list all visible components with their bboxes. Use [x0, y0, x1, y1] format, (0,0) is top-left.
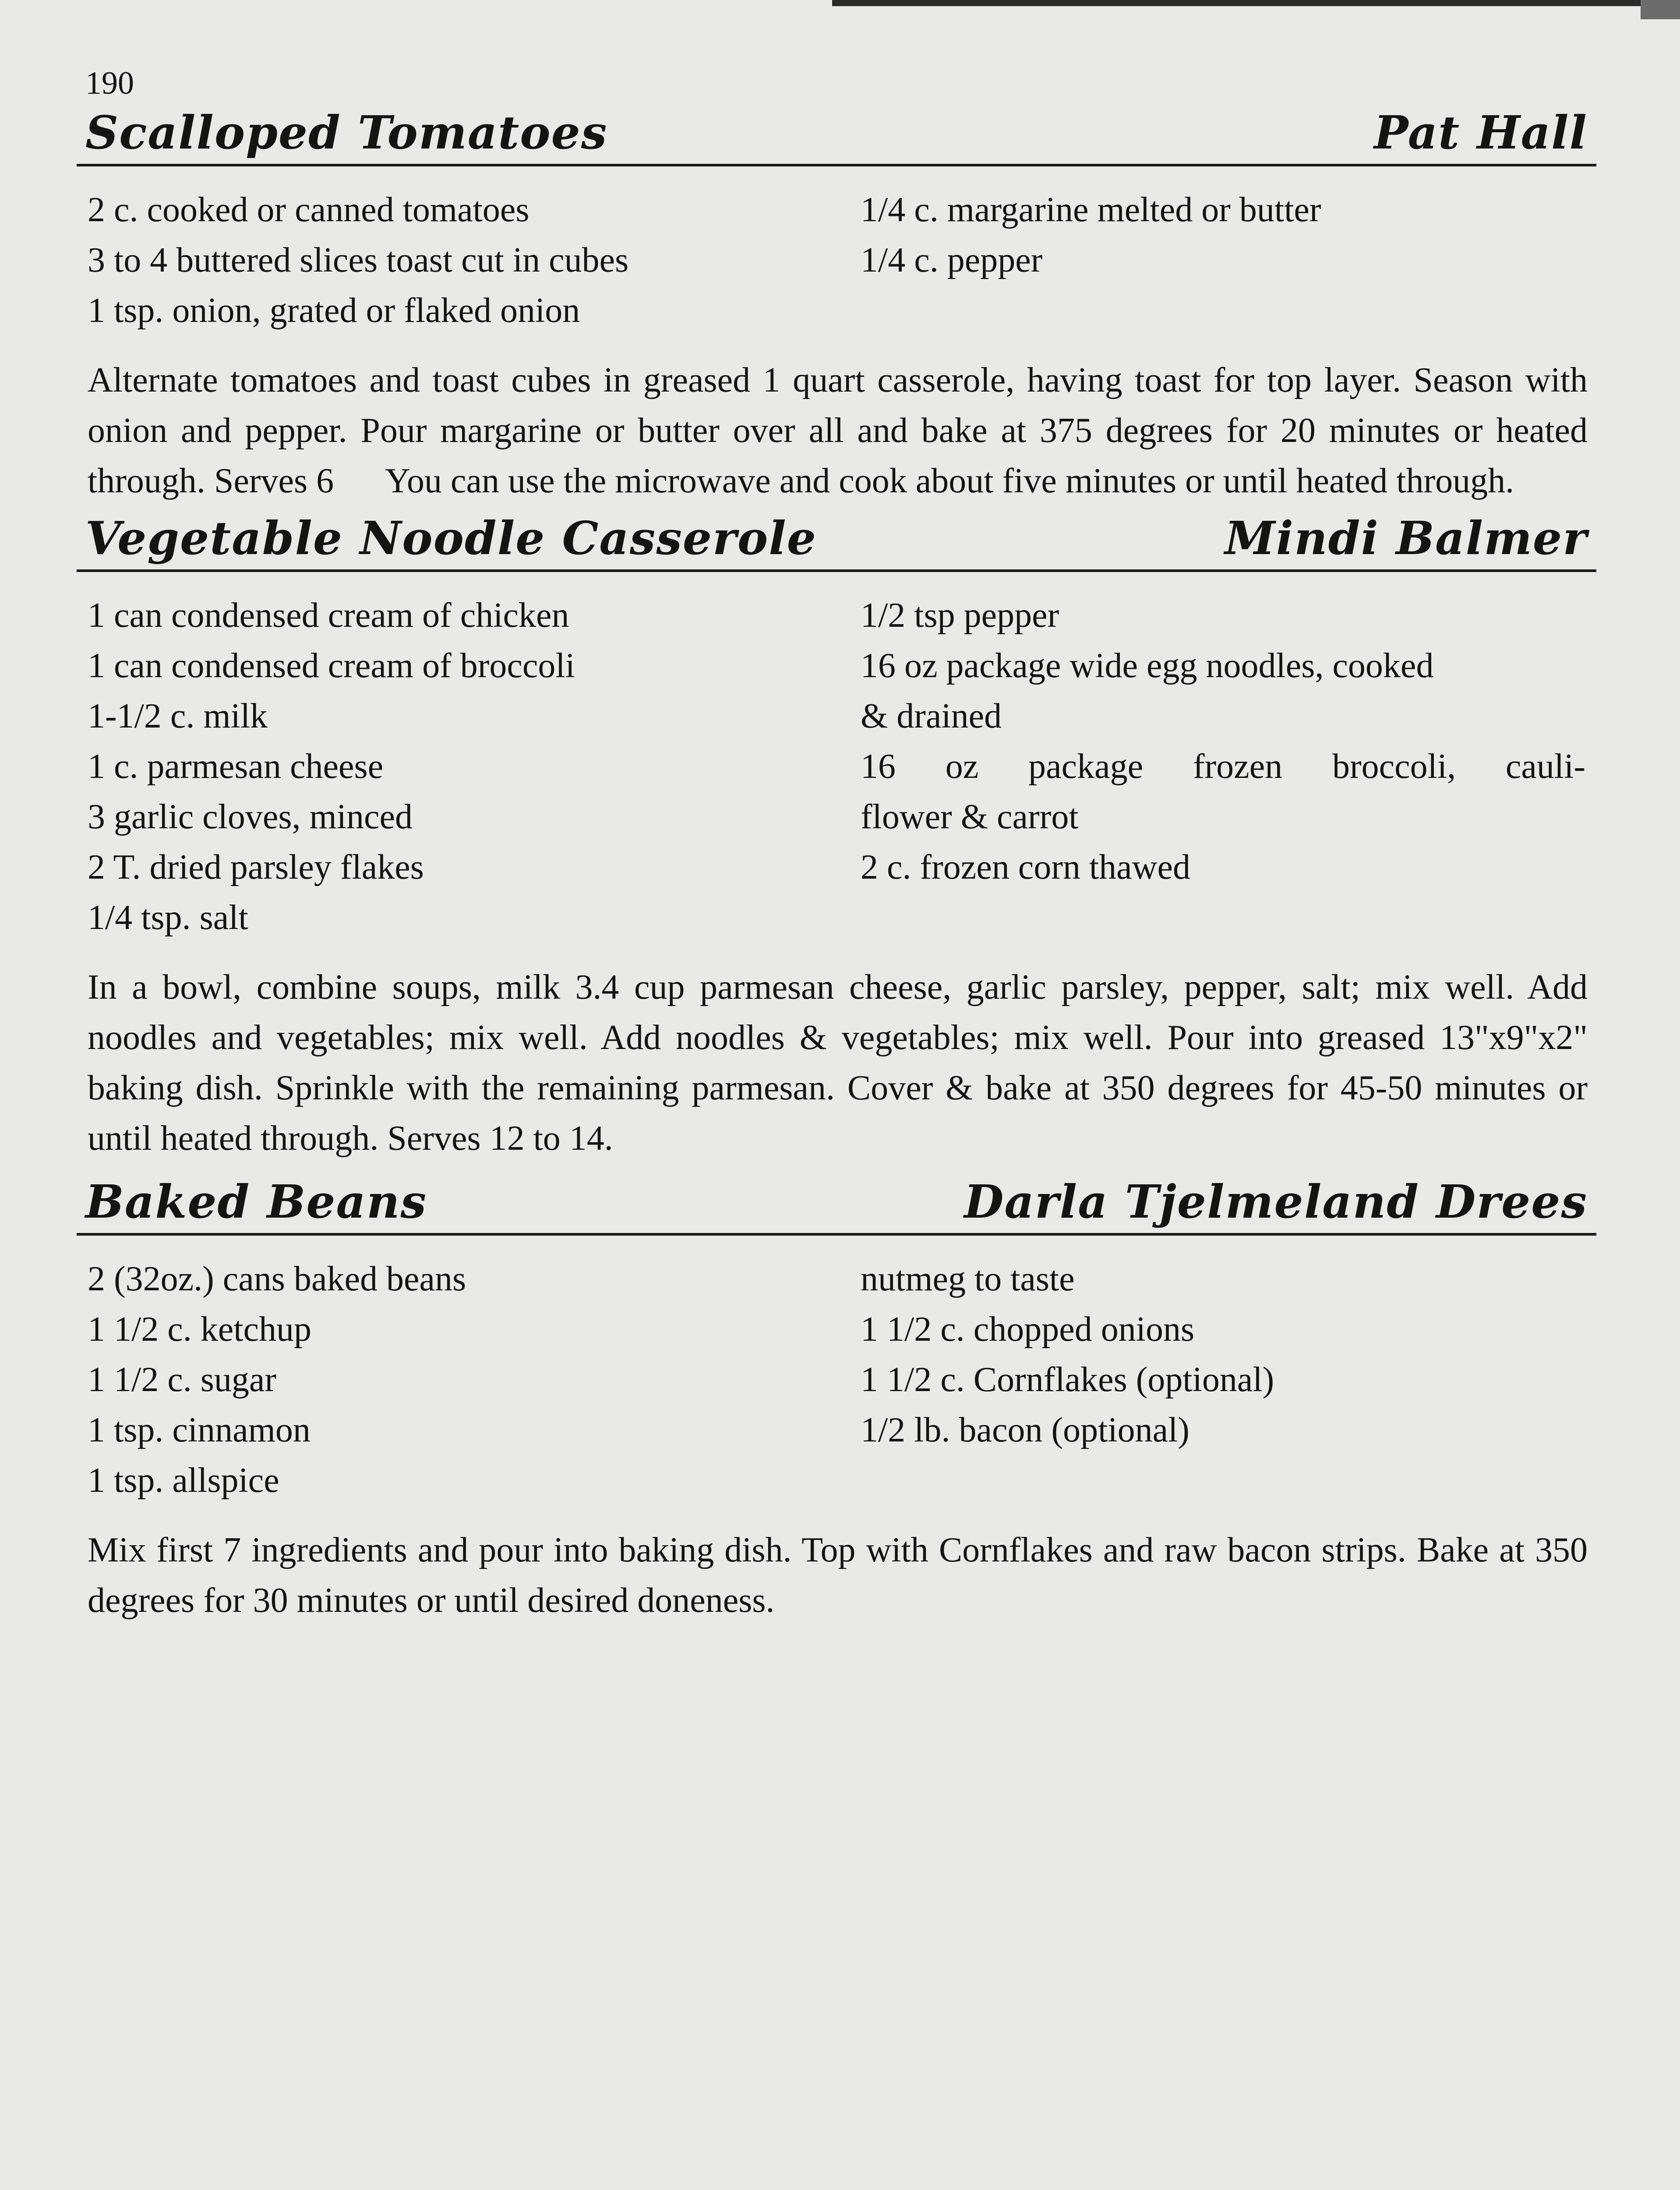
ingredient-item: 1 1/2 c. chopped onions	[861, 1310, 1195, 1349]
ingredient-list	[77, 166, 1596, 336]
recipe-author: Darla Tjelmeland Drees	[964, 1175, 1588, 1229]
ingredient-column-left	[88, 185, 861, 336]
ingredient-item: 1/2 tsp pepper	[861, 596, 1059, 635]
ingredient-item: 1/4 tsp. salt	[88, 898, 248, 937]
recipe-vegetable-noodle-casserole	[77, 513, 1596, 1164]
ingredient-item: 1-1/2 c. milk	[88, 697, 268, 735]
ingredient-item: 3 garlic cloves, minced	[88, 798, 413, 836]
ingredient-item: 1 tsp. onion, grated or flaked onion	[88, 291, 580, 330]
recipe-title: Scalloped Tomatoes	[85, 106, 608, 159]
scan-corner-shadow	[1641, 0, 1680, 19]
page-number: 190	[85, 65, 134, 101]
ingredient-item: 1 can condensed cream of chicken	[88, 596, 569, 635]
recipe-scalloped-tomatoes	[77, 108, 1596, 506]
recipe-author: Pat Hall	[1374, 106, 1588, 159]
ingredient-item: 1 1/2 c. Cornflakes (optional)	[861, 1360, 1274, 1399]
ingredient-item: 3 to 4 buttered slices toast cut in cubes	[88, 241, 629, 279]
recipe-author: Mindi Balmer	[1225, 511, 1588, 565]
ingredient-item: 1/4 c. margarine melted or butter	[861, 191, 1321, 229]
recipe-title: Baked Beans	[85, 1175, 427, 1229]
ingredient-item-continued: flower & carrot	[861, 798, 1079, 836]
ingredient-column-right	[861, 1254, 1596, 1506]
ingredient-item: 1 1/2 c. sugar	[88, 1360, 277, 1399]
cookbook-page	[77, 61, 1596, 1626]
ingredient-column-left	[88, 1254, 861, 1506]
ingredient-item: 1 tsp. cinnamon	[88, 1411, 311, 1449]
ingredient-item: 2 c. frozen corn thawed	[861, 848, 1190, 887]
recipe-title: Vegetable Noodle Casserole	[85, 511, 817, 565]
recipe-directions: In a bowl, combine soups, milk 3.4 cup parmesan cheese, garlic parsley, pepper, salt; mix well. Add noodles and vegetables; mix well. Add noodles & vegetables; mix well. Pour into greased 13"x9"x2" baking dish. Sprinkle with the remaining parmesan. Cover & bake at 350 degrees for 45-50 minutes or until heated through. Serves 12 to 14.	[88, 968, 1588, 1158]
ingredient-list	[77, 572, 1596, 943]
ingredient-column-left	[88, 590, 861, 943]
recipe-header	[77, 1177, 1596, 1236]
ingredient-item-continued: & drained	[861, 697, 1002, 735]
ingredient-item: 1/4 c. pepper	[861, 241, 1043, 279]
ingredient-item: 2 c. cooked or canned tomatoes	[88, 191, 529, 229]
recipe-header	[77, 108, 1596, 166]
recipe-directions: Mix first 7 ingredients and pour into baking dish. Top with Cornflakes and raw bacon strips. Bake at 350 degrees for 30 minutes or until desired doneness.	[88, 1531, 1588, 1620]
recipe-baked-beans	[77, 1177, 1596, 1626]
ingredient-column-right	[861, 590, 1596, 943]
ingredient-item: 1 1/2 c. ketchup	[88, 1310, 311, 1349]
ingredient-item: 1/2 lb. bacon (optional)	[861, 1411, 1189, 1449]
ingredient-item: 1 tsp. allspice	[88, 1461, 279, 1500]
ingredient-item: 16 oz package wide egg noodles, cooked	[861, 646, 1434, 685]
ingredient-item: 2 T. dried parsley flakes	[88, 848, 424, 887]
ingredient-item: 1 can condensed cream of broccoli	[88, 646, 575, 685]
scan-edge-shadow	[832, 0, 1680, 6]
ingredient-list	[77, 1236, 1596, 1506]
ingredient-item: nutmeg to taste	[861, 1260, 1075, 1298]
recipe-header	[77, 513, 1596, 572]
ingredient-item: 2 (32oz.) cans baked beans	[88, 1260, 466, 1298]
ingredient-item: 16 oz package frozen broccoli, cauli-	[861, 747, 1585, 786]
recipe-directions: Alternate tomatoes and toast cubes in greased 1 quart casserole, having toast for top layer. Season with onion and pepper. Pour margarine or butter over all and bake at 375 degrees for 20 minutes or heated through. Serves 6 You can use the microwave and cook about five minutes or until heated through.	[88, 361, 1588, 500]
ingredient-item: 1 c. parmesan cheese	[88, 747, 384, 786]
ingredient-column-right	[861, 185, 1596, 336]
